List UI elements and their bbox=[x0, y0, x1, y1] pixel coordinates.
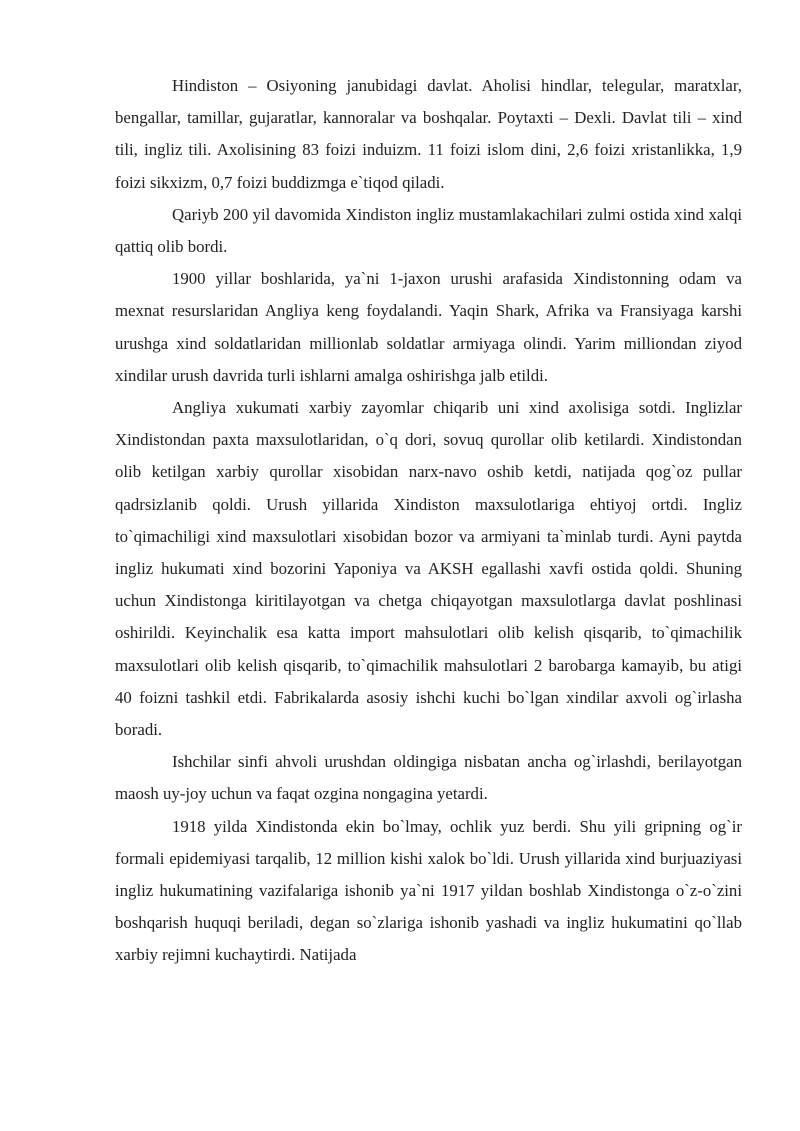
paragraph-hindiston-overview: Hindiston – Osiyoning janubidagi davlat. Aholisi hindlar, telegular, maratxlar, bengallar, tamillar, gujaratlar, kannoralar va boshqalar. Poytaxti – Dexli. Davlat tili – xind tili, ingliz tili. Axolisining 83 foizi induizm. 11 foizi islom dini, 2,6 foizi xristanlikka, 1,9 foizi sikxizm, 0,7 foizi buddizmga e`tiqod qiladi. bbox=[115, 76, 742, 192]
paragraph-world-war-resources: 1900 yillar boshlarida, ya`ni 1-jaxon urushi arafasida Xindistonning odam va mexnat resurslaridan Angliya keng foydalandi. Yaqin Shark, Afrika va Fransiyaga karshi urushga xind soldatlaridan millionlab soldatlar armiyaga olindi. Yarim milliondan ziyod xindilar urush davrida turli ishlarni amalga oshirishga jalb etildi. bbox=[115, 269, 742, 385]
paragraph-colonial-rule: Qariyb 200 yil davomida Xindiston ingliz mustamlakachilari zulmi ostida xind xalqi qattiq olib bordi. bbox=[115, 204, 742, 257]
document-page bbox=[115, 70, 742, 972]
paragraph-workers: Ishchilar sinfi ahvoli urushdan oldingiga nisbatan ancha og`irlashdi, berilayotgan maosh uy-joy uchun va faqat ozgina nongagina yetardi. bbox=[115, 752, 742, 804]
paragraph-economy: Angliya xukumati xarbiy zayomlar chiqarib uni xind axolisiga sotdi. Inglizlar Xindistondan paxta maxsulotlaridan, o`q dori, sovuq qurollar olib ketilardi. Xindistondan olib ketilgan xarbiy qurollar xisobidan narx-navo oshib ketdi, natijada qog`oz pullar qadrsizlanib qoldi. Urush yillarida Xindiston maxsulotlariga ehtiyoj ortdi. Ingliz to`qimachiligi xind maxsulotlari xisobidan bozor va armiyani ta`minlab turdi. Ayni paytda ingliz hukumati xind bozorini Yaponiya va AKSH egallashi xavfi ostida qoldi. Shuning uchun Xindistonga kiritilayotgan va chetga chiqayotgan maxsulotlarga davlat poshlinasi oshirildi. Keyinchalik esa katta import mahsulotlari olib kelish qisqarib, to`qimachilik maxsulotlari olib kelish qisqarib, to`qimachilik mahsulotlari 2 barobarga kamayib, bu atigi 40 foizni tashkil etdi. Fabrikalarda asosiy ishchi kuchi bo`lgan xindilar axvoli og`irlasha boradi. bbox=[115, 398, 742, 740]
paragraph-famine-1918: 1918 yilda Xindistonda ekin bo`lmay, ochlik yuz berdi. Shu yili gripning og`ir formali epidemiyasi tarqalib, 12 million kishi xalok bo`ldi. Urush yillarida xind burjuaziyasi ingliz hukumatining vazifalariga ishonib ya`ni 1917 yildan boshlab Xindistonga o`z-o`zini boshqarish huquqi beriladi, degan so`zlariga ishonib yashadi va ingliz hukumatini qo`llab xarbiy rejimni kuchaytirdi. Natijada bbox=[115, 816, 742, 965]
